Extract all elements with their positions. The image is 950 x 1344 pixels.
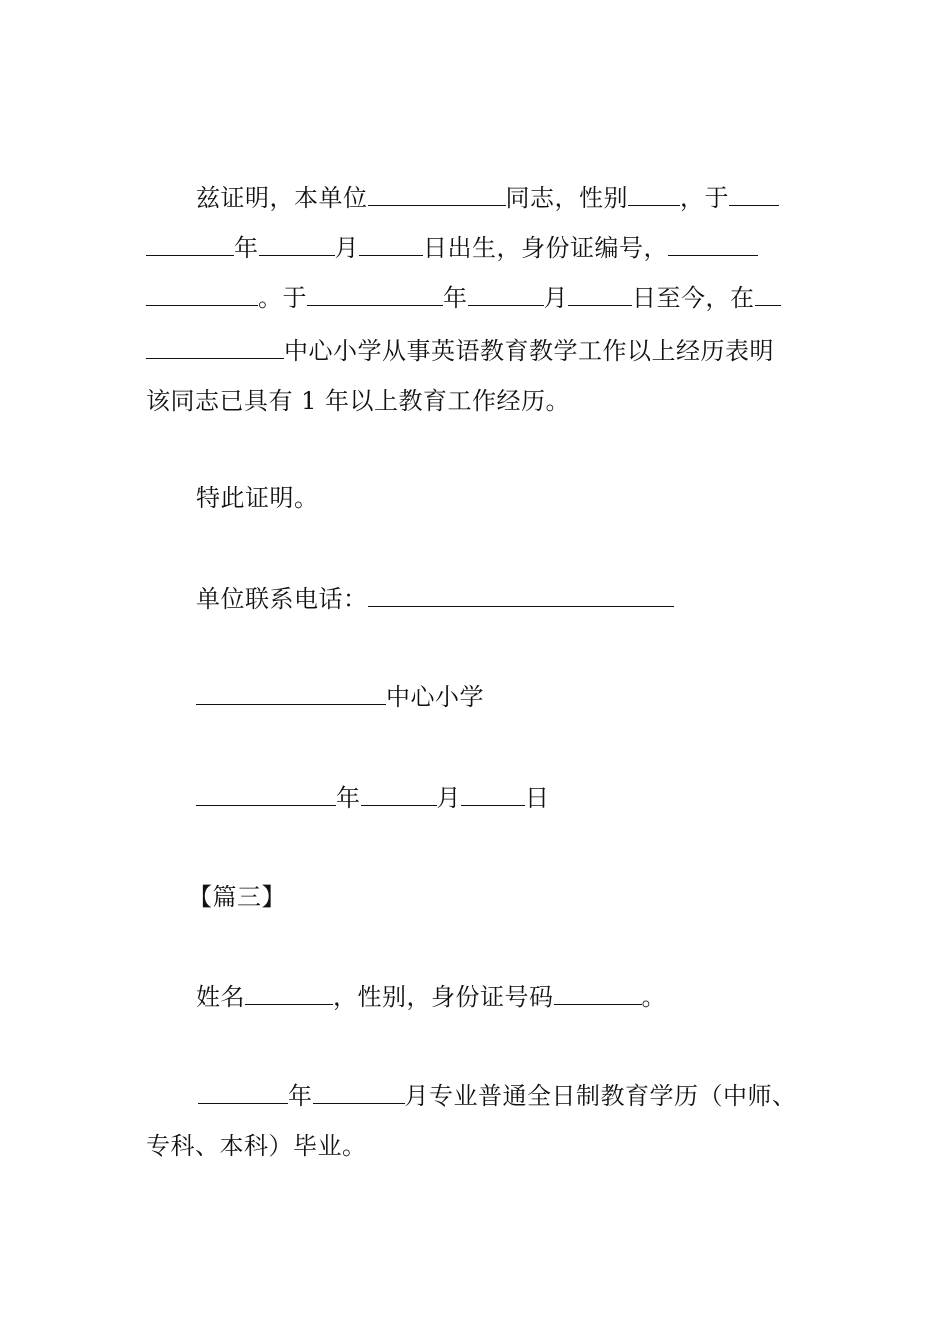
date-month-label: 月 xyxy=(436,784,461,812)
education-line-1 xyxy=(198,1081,797,1111)
text-segment: 日出生，身份证编号， xyxy=(423,234,668,262)
certificate-line-2 xyxy=(146,233,758,263)
text-segment: 姓名 xyxy=(196,983,245,1011)
text-segment: 该同志已具有 1 年以上教育工作经历。 xyxy=(146,387,571,415)
certificate-line-4 xyxy=(146,336,774,366)
school-suffix: 中心小学 xyxy=(386,683,484,711)
phone-line xyxy=(196,584,674,614)
blank-field-birth-year-start xyxy=(729,183,779,206)
blank-field-person-name xyxy=(245,982,333,1005)
text-segment: 日至今，在 xyxy=(632,284,755,312)
text-segment: 月专业普通全日制教育学历（中师、 xyxy=(404,1082,797,1110)
text-segment: 年 xyxy=(443,284,468,312)
blank-field-school-start xyxy=(755,283,781,306)
section-heading-text: 【篇三】 xyxy=(188,883,286,911)
text-segment: 中心小学从事英语教育教学工作以上经历表明 xyxy=(284,337,774,365)
blank-field-person-id xyxy=(554,982,642,1005)
text-segment: 同志，性别 xyxy=(505,184,628,212)
blank-field-start-month xyxy=(468,283,544,306)
blank-field-birth-year xyxy=(146,233,234,256)
blank-field-start-year xyxy=(307,283,443,306)
certificate-line-1 xyxy=(196,183,779,213)
blank-field-birth-day xyxy=(359,233,423,256)
certificate-line-5 xyxy=(146,386,570,416)
blank-field-grad-year xyxy=(198,1081,288,1104)
text-segment: 年 xyxy=(288,1082,313,1110)
education-line-2 xyxy=(146,1131,367,1161)
blank-field-gender xyxy=(628,183,680,206)
phone-label: 单位联系电话： xyxy=(196,585,368,613)
school-signature-line xyxy=(196,682,484,712)
text-segment: 专科、本科）毕业。 xyxy=(146,1132,367,1160)
text-segment: 月 xyxy=(334,234,359,262)
blank-field-name xyxy=(368,183,506,206)
text-segment: 。于 xyxy=(258,284,307,312)
blank-field-school-signature xyxy=(196,682,386,705)
blank-field-phone xyxy=(368,584,674,607)
blank-field-sign-year xyxy=(196,783,336,806)
closing-statement xyxy=(196,483,319,513)
date-line xyxy=(196,783,550,813)
certificate-line-3 xyxy=(146,283,781,313)
blank-field-grad-month xyxy=(313,1081,405,1104)
text-segment: 月 xyxy=(543,284,568,312)
blank-field-start-day xyxy=(568,283,632,306)
text-segment: ，性别，身份证号码 xyxy=(333,983,554,1011)
text-segment: 。 xyxy=(641,983,666,1011)
date-year-label: 年 xyxy=(336,784,361,812)
blank-field-id-number xyxy=(146,283,258,306)
date-day-label: 日 xyxy=(525,784,550,812)
text-segment: 兹证明，本单位 xyxy=(196,184,368,212)
blank-field-id-number-start xyxy=(668,233,758,256)
section-heading xyxy=(188,882,286,912)
text-segment: ，于 xyxy=(680,184,729,212)
blank-field-school xyxy=(146,336,284,359)
blank-field-sign-month xyxy=(361,783,437,806)
blank-field-birth-month xyxy=(259,233,335,256)
text-segment: 年 xyxy=(234,234,259,262)
personal-info-line xyxy=(196,982,666,1012)
blank-field-sign-day xyxy=(461,783,525,806)
closing-text: 特此证明。 xyxy=(196,484,319,512)
